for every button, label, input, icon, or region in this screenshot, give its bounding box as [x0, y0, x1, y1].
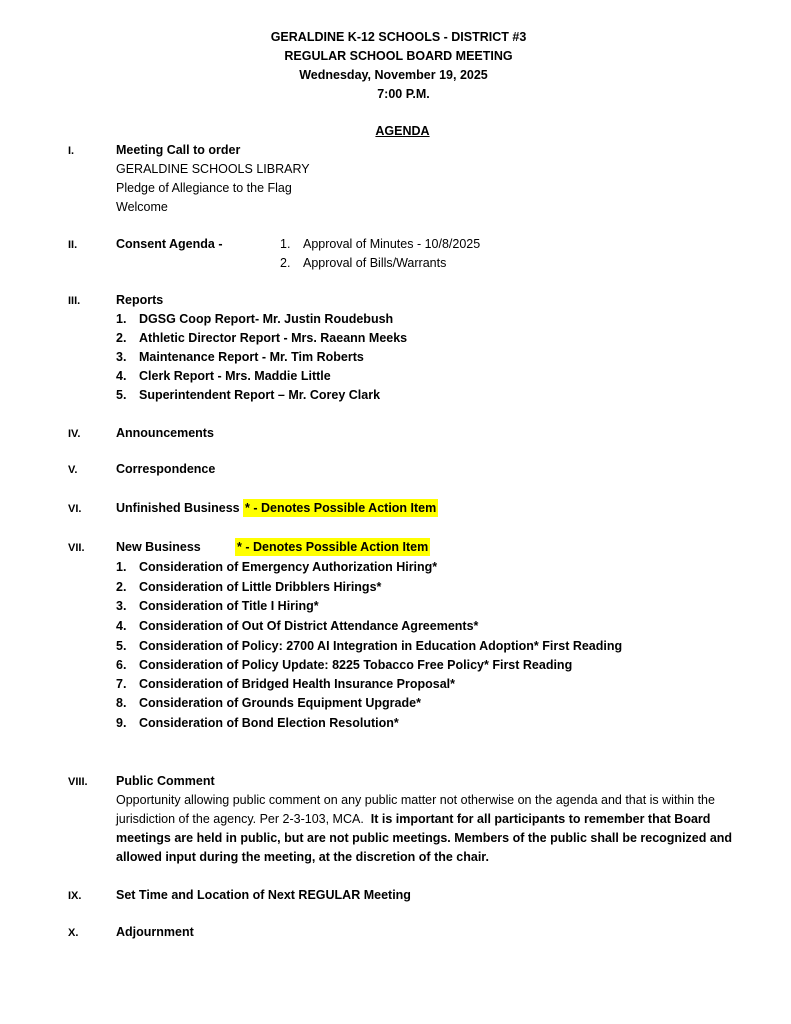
item-text: Consideration of Bond Election Resolution*	[139, 716, 399, 730]
list-item	[116, 578, 381, 596]
list-item	[116, 617, 478, 635]
section-numeral: I.	[68, 145, 75, 157]
section-title: Consent Agenda -	[116, 237, 223, 251]
item-number: 1.	[116, 312, 127, 326]
action-item-note: * - Denotes Possible Action Item	[245, 501, 437, 515]
section-numeral: VI.	[68, 503, 82, 515]
section-line: GERALDINE SCHOOLS LIBRARY	[116, 162, 310, 176]
item-text: Maintenance Report - Mr. Tim Roberts	[139, 350, 364, 364]
section-line: Pledge of Allegiance to the Flag	[116, 181, 292, 195]
agenda-title: AGENDA	[375, 124, 430, 138]
section-numeral: III.	[68, 295, 81, 307]
item-text: Consideration of Title I Hiring*	[139, 599, 319, 613]
meeting-date: Wednesday, November 19, 2025	[299, 68, 488, 82]
section-numeral: II.	[68, 239, 78, 251]
meeting-time: 7:00 P.M.	[377, 87, 430, 101]
section-numeral: VII.	[68, 542, 85, 554]
list-item	[116, 597, 319, 615]
item-number: 3.	[116, 599, 127, 613]
item-number: 2.	[116, 580, 127, 594]
public-comment-text	[116, 791, 746, 867]
item-number: 1.	[280, 237, 291, 251]
list-item	[280, 254, 446, 272]
section-title: Public Comment	[116, 774, 215, 788]
list-item	[116, 558, 437, 576]
section-numeral: IV.	[68, 428, 81, 440]
section-title: New Business	[116, 540, 201, 554]
meeting-title: REGULAR SCHOOL BOARD MEETING	[284, 49, 513, 63]
list-item	[116, 386, 380, 404]
item-number: 8.	[116, 696, 127, 710]
item-number: 9.	[116, 716, 127, 730]
item-text: Superintendent Report – Mr. Corey Clark	[139, 388, 381, 402]
item-text: Clerk Report - Mrs. Maddie Little	[139, 369, 331, 383]
section-title: Correspondence	[116, 462, 216, 476]
item-text: Consideration of Bridged Health Insurance Proposal*	[139, 677, 456, 691]
list-item	[116, 656, 572, 674]
item-text: Athletic Director Report - Mrs. Raeann Meeks	[139, 331, 408, 345]
public-comment-normal: Opportunity allowing public comment on any public matter not otherwise on the agenda and that is within the jurisdiction of the agency. Per 2-3-103, MCA.	[116, 793, 715, 826]
item-text: Consideration of Policy Update: 8225 Tobacco Free Policy* First Reading	[139, 658, 573, 672]
item-text: Consideration of Emergency Authorization Hiring*	[139, 560, 438, 574]
list-item	[116, 367, 331, 385]
item-text: Approval of Minutes - 10/8/2025	[303, 237, 481, 251]
item-number: 7.	[116, 677, 127, 691]
item-number: 2.	[280, 256, 291, 270]
district-title: GERALDINE K-12 SCHOOLS - DISTRICT #3	[270, 30, 527, 44]
item-number: 5.	[116, 639, 127, 653]
item-text: Consideration of Little Dribblers Hirings*	[139, 580, 382, 594]
item-number: 2.	[116, 331, 127, 345]
list-item	[116, 637, 622, 655]
section-title: Unfinished Business	[116, 501, 240, 515]
list-item	[280, 235, 480, 253]
section-title: Meeting Call to order	[116, 143, 241, 157]
item-text: Consideration of Out Of District Attendance Agreements*	[139, 619, 479, 633]
list-item	[116, 329, 407, 347]
item-text: Consideration of Policy: 2700 AI Integration in Education Adoption* First Reading	[139, 639, 623, 653]
item-text: Approval of Bills/Warrants	[303, 256, 447, 270]
item-number: 4.	[116, 369, 127, 383]
item-number: 1.	[116, 560, 127, 574]
section-title: Reports	[116, 293, 164, 307]
public-comment-bold: It is important for all participants to remember that Board meetings are held in public, but are not public meetings. Members of the public shall be recognized and allowed input during the meeting, at the discretion of the chair.	[116, 812, 733, 864]
item-text: Consideration of Grounds Equipment Upgrade*	[139, 696, 421, 710]
item-number: 6.	[116, 658, 127, 672]
list-item	[116, 675, 455, 693]
section-numeral: V.	[68, 464, 78, 476]
list-item	[116, 714, 399, 732]
section-line: Welcome	[116, 200, 168, 214]
item-text: DGSG Coop Report- Mr. Justin Roudebush	[139, 312, 394, 326]
section-numeral: IX.	[68, 890, 82, 902]
section-numeral: X.	[68, 927, 79, 939]
item-number: 3.	[116, 350, 127, 364]
section-title: Set Time and Location of Next REGULAR Meeting	[116, 888, 411, 902]
section-title: Adjournment	[116, 925, 194, 939]
list-item	[116, 694, 421, 712]
action-item-note: * - Denotes Possible Action Item	[237, 540, 429, 554]
section-numeral: VIII.	[68, 776, 88, 788]
list-item	[116, 310, 393, 328]
list-item	[116, 348, 364, 366]
item-number: 4.	[116, 619, 127, 633]
section-title: Announcements	[116, 426, 214, 440]
item-number: 5.	[116, 388, 127, 402]
